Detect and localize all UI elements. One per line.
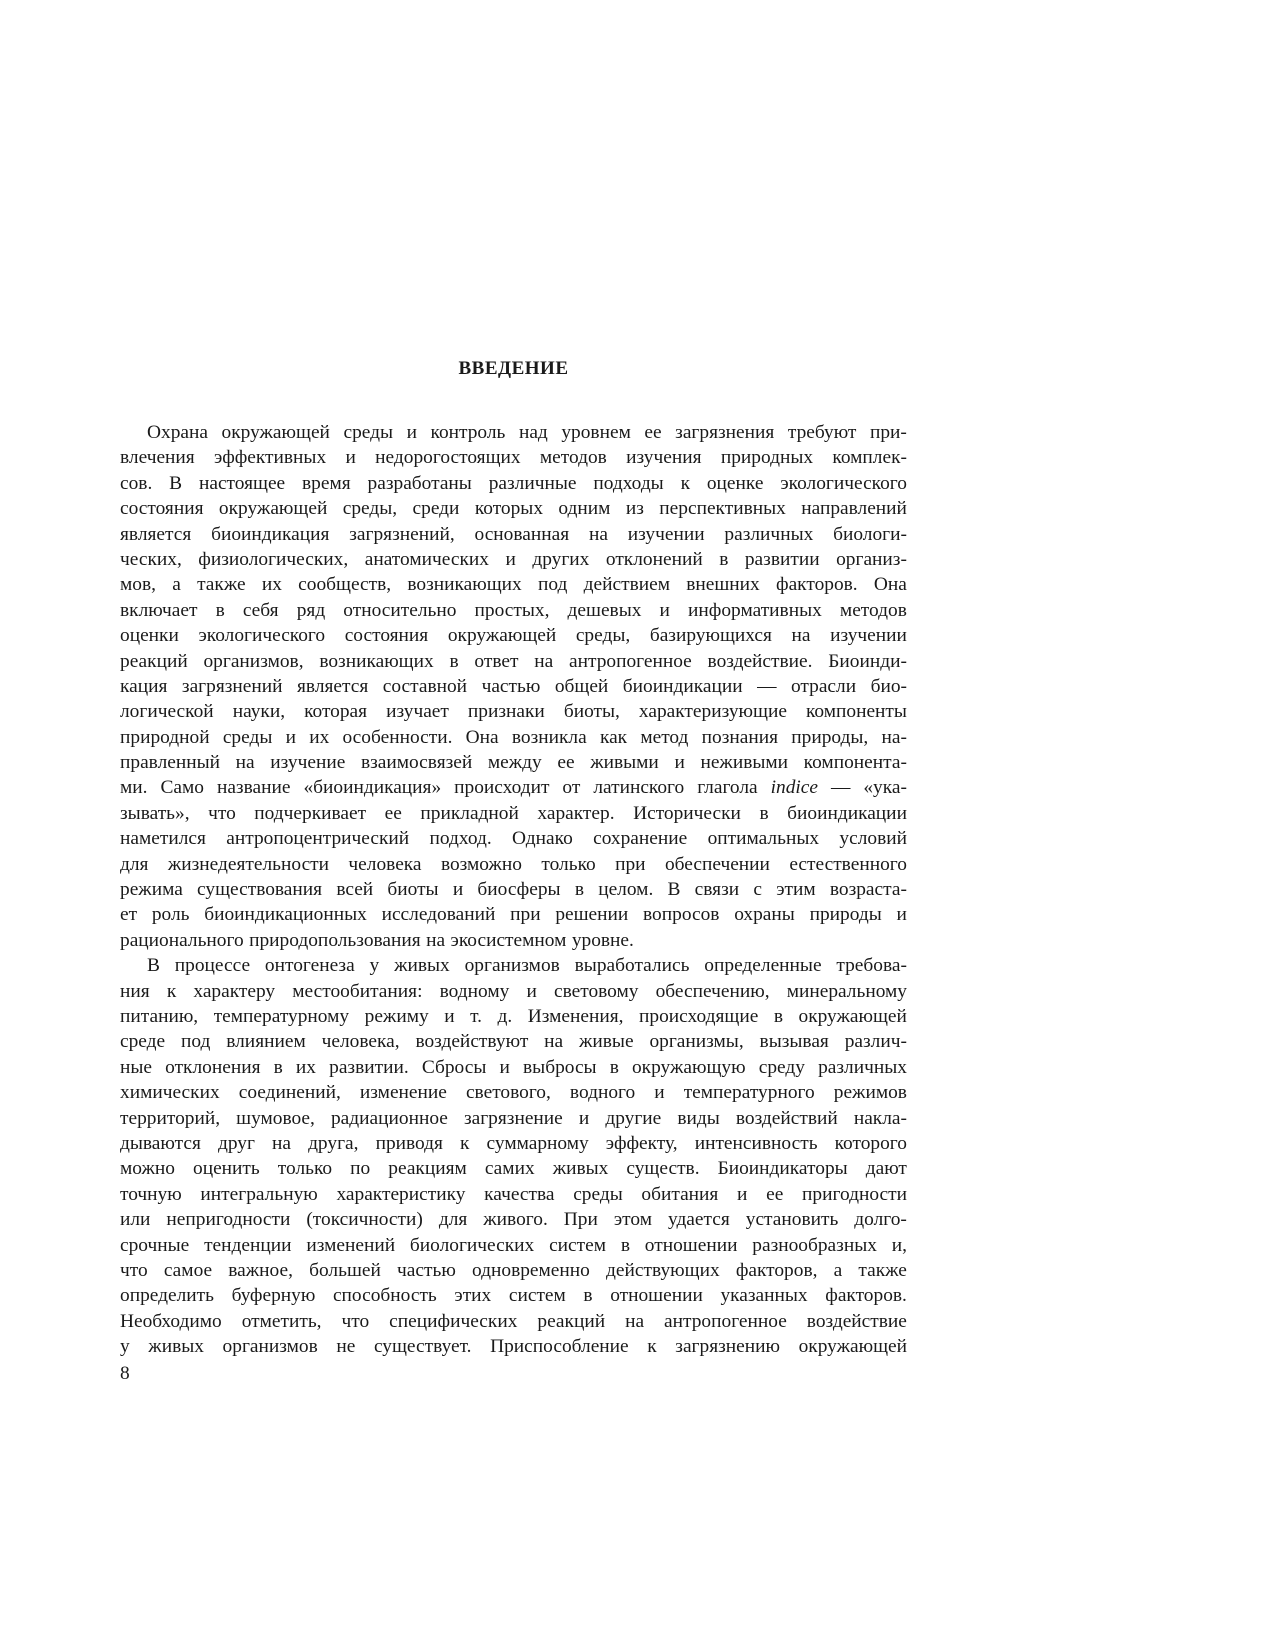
text-line: правленный на изучение взаимосвязей между ее живыми и неживыми компонента-: [120, 752, 907, 774]
text-line: определить буферную способность этих систем в отношении указанных факторов.: [120, 1285, 907, 1307]
text-line: влечения эффективных и недорогостоящих методов изучения природных комплек-: [120, 447, 907, 469]
text-line: ет роль биоиндикационных исследований при решении вопросов охраны природы и: [120, 904, 907, 926]
paragraph: [120, 420, 907, 953]
text-line: В процессе онтогенеза у живых организмов выработались определенные требова-: [147, 955, 907, 977]
text-line: сов. В настоящее время разработаны различные подходы к оценке экологического: [120, 472, 907, 494]
text-line: состояния окружающей среды, среди которых одним из перспективных направлений: [120, 498, 907, 520]
page-number: 8: [120, 1363, 130, 1384]
text-line: среде под влиянием человека, воздействуют на живые организмы, вызывая различ-: [120, 1031, 907, 1053]
text-line: ные отклонения в их развитии. Сбросы и выбросы в окружающую среду различных: [120, 1056, 907, 1078]
text-line: Необходимо отметить, что специфических реакций на антропогенное воздействие: [120, 1310, 907, 1332]
text-line: территорий, шумовое, радиационное загрязнение и другие виды воздействий накла-: [120, 1107, 907, 1129]
text-line: ния к характеру местообитания: водному и световому обеспечению, минеральному: [120, 980, 907, 1002]
text-line: ми. Само название «биоиндикация» происходит от латинского глагола indice — «ука-: [120, 777, 907, 799]
text-line: для жизнедеятельности человека возможно только при обеспечении естественного: [120, 853, 907, 875]
text-line: срочные тенденции изменений биологических систем в отношении разнообразных и,: [120, 1234, 907, 1256]
text-line: оценки экологического состояния окружающей среды, базирующихся на изучении: [120, 625, 907, 647]
text-line: логической науки, которая изучает признаки биоты, характеризующие компоненты: [120, 701, 907, 723]
text-line: режима существования всей биоты и биосферы в целом. В связи с этим возраста-: [120, 879, 907, 901]
text-line: природной среды и их особенности. Она возникла как метод познания природы, на-: [120, 726, 907, 748]
text-line: рационального природопользования на экосистемном уровне.: [120, 929, 634, 951]
text-line: реакций организмов, возникающих в ответ на антропогенное воздействие. Биоинди-: [120, 650, 907, 672]
text-line: химических соединений, изменение светового, водного и температурного режимов: [120, 1082, 907, 1104]
text-line: зывать», что подчеркивает ее прикладной характер. Исторически в биоиндикации: [120, 802, 907, 824]
text-line: кация загрязнений является составной частью общей биоиндикации — отрасли био-: [120, 675, 907, 697]
text-line: питанию, температурному режиму и т. д. Изменения, происходящие в окружающей: [120, 1005, 907, 1027]
text-line: что самое важное, большей частью одновременно действующих факторов, а также: [120, 1259, 907, 1281]
text-line: дываются друг на друга, приводя к суммарному эффекту, интенсивность которого: [120, 1132, 907, 1154]
text-line: включает в себя ряд относительно простых, дешевых и информативных методов: [120, 599, 907, 621]
chapter-heading: ВВЕДЕНИЕ: [458, 358, 569, 379]
text-line: можно оценить только по реакциям самих живых существ. Биоиндикаторы дают: [120, 1158, 907, 1180]
text-line: Охрана окружающей среды и контроль над уровнем ее загрязнения требуют при-: [147, 422, 907, 443]
text-line: или непригодности (токсичности) для живого. При этом удается установить долго-: [120, 1209, 907, 1231]
text-line: мов, а также их сообществ, возникающих под действием внешних факторов. Она: [120, 574, 907, 596]
text-line: является биоиндикация загрязнений, основанная на изучении различных биологи-: [120, 523, 907, 545]
paragraph: [120, 953, 907, 1359]
text-line: у живых организмов не существует. Приспособление к загрязнению окружающей: [120, 1336, 907, 1358]
body-text: [120, 420, 907, 1359]
text-line: точную интегральную характеристику качества среды обитания и ее пригодности: [120, 1183, 907, 1205]
text-line: ческих, физиологических, анатомических и других отклонений в развитии организ-: [120, 548, 907, 570]
text-line: наметился антропоцентрический подход. Однако сохранение оптимальных условий: [120, 828, 907, 850]
